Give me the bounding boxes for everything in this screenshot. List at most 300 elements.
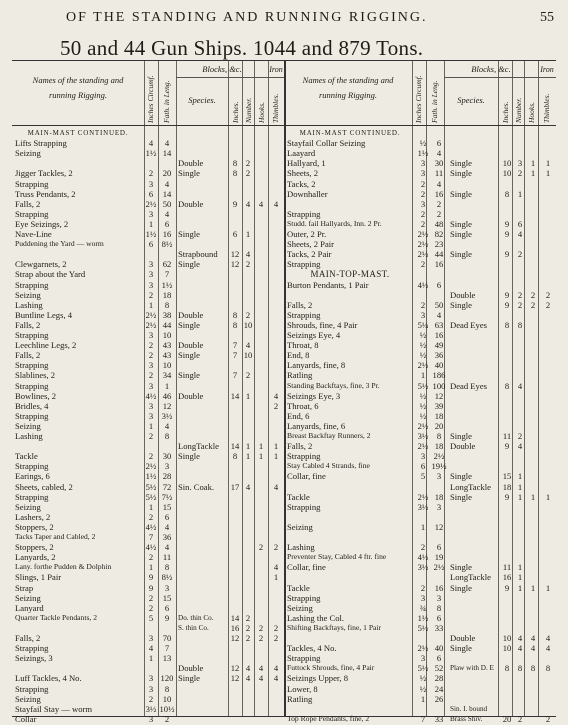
species-cell: Double <box>178 309 204 320</box>
species-cell: Single <box>178 350 200 361</box>
rope-name: Preventer Stay, Cabled 4 ftr. fine <box>287 552 387 562</box>
rope-name: Seizing <box>15 592 41 603</box>
section-heading: MAIN-MAST CONTINUED. <box>27 129 129 137</box>
species-cell: Dead Eyes <box>450 380 487 391</box>
thimbles-cell: 2 <box>273 400 279 411</box>
circumference-cell: 2½ <box>417 249 429 260</box>
circumference-cell: 1 <box>420 693 426 704</box>
circumference-cell: 2 <box>420 208 426 219</box>
rope-name: Stay Cabled 4 Strands, fine <box>287 461 370 471</box>
fathoms-cell: 16 <box>434 582 444 593</box>
circumference-header: Inches Circumf. <box>146 75 155 123</box>
rope-name: Strapping <box>15 279 49 290</box>
circumference-cell: 9 <box>148 582 154 593</box>
circumference-cell: 3 <box>148 380 154 391</box>
circumference-cell: 5½ <box>417 663 429 674</box>
inches-cell: 18 <box>502 481 512 492</box>
fathoms-cell: 16 <box>434 259 444 270</box>
rope-name: Hallyard, 1 <box>287 158 326 169</box>
rope-name: Seizing <box>15 693 41 704</box>
names-header-line2: running Rigging. <box>318 90 378 100</box>
species-cell: Double <box>178 390 204 401</box>
fathoms-cell: 44 <box>162 319 172 330</box>
circumference-cell: 2½ <box>417 420 429 431</box>
rope-name: Lanyards, fine, 8 <box>287 360 346 371</box>
thimbles-cell: 4 <box>545 643 551 654</box>
table-row <box>12 713 284 725</box>
circumference-cell: 1½ <box>145 229 157 239</box>
rope-name: Leechline Legs, 2 <box>15 340 77 351</box>
species-cell: Single <box>178 319 200 330</box>
inches-cell: 12 <box>230 259 240 270</box>
page-title: 50 and 44 Gun Ships. 1044 and 879 Tons. <box>60 36 424 60</box>
circumference-cell: 3 <box>148 713 154 724</box>
circumference-cell: 3 <box>148 633 154 643</box>
circumference-cell: 2 <box>420 582 426 593</box>
inches-cell: 12 <box>230 673 240 684</box>
rope-name: End, 6 <box>287 410 310 421</box>
thimbles-cell: 1 <box>273 441 279 452</box>
fathoms-cell: 18 <box>434 441 444 452</box>
rope-name: Stayfail Stay — worm <box>15 703 93 714</box>
rope-name: Slablines, 2 <box>15 370 56 381</box>
species-cell: Do. thin Co. <box>178 613 214 622</box>
inches-cell: 10 <box>502 158 512 169</box>
circumference-cell: 3 <box>420 309 426 320</box>
rope-name: Breast Backftay Runners, 2 <box>287 431 371 440</box>
inches-cell: 7 <box>232 350 238 361</box>
thimbles-cell: 4 <box>273 562 279 573</box>
number-cell: 1 <box>245 441 251 452</box>
thimbles-cell: 2 <box>545 713 551 724</box>
circumference-cell: ½ <box>419 330 427 340</box>
fathoms-cell: 3 <box>436 592 442 603</box>
inches-cell: 7 <box>232 370 238 381</box>
rope-name: Seizings Eye, 3 <box>287 390 341 401</box>
fathoms-cell: 2½ <box>433 562 445 573</box>
species-cell: Single <box>450 158 472 169</box>
species-cell: Strapbound <box>178 249 218 260</box>
rope-name: Seizings Eye, 4 <box>287 330 341 340</box>
rope-name: Sheets, cabled, 2 <box>15 481 73 492</box>
number-cell: 2 <box>245 370 251 381</box>
circumference-cell: 2½ <box>417 229 429 239</box>
rope-name: Tacks, 2 <box>287 178 316 189</box>
fathoms-cell: 36 <box>434 350 444 361</box>
circumference-cell: 2 <box>148 350 154 361</box>
rope-name: Strapping <box>287 592 321 603</box>
circumference-cell: 3 <box>148 259 154 270</box>
species-header: Species. <box>457 95 485 105</box>
thimbles-cell: 4 <box>273 481 279 492</box>
fathoms-cell: 12 <box>162 400 172 411</box>
fathoms-cell: 2 <box>436 198 442 209</box>
hooks-cell: 1 <box>530 582 536 593</box>
inches-cell: 10 <box>502 643 512 654</box>
rope-name: Ratling <box>287 693 313 704</box>
fathoms-cell: 28 <box>162 471 172 482</box>
circumference-cell: 2 <box>148 511 154 522</box>
fathoms-cell: 30 <box>434 158 444 169</box>
circumference-cell: 2 <box>420 178 426 189</box>
fathoms-cell: 38 <box>162 309 172 320</box>
rope-name: Tacks, 2 Pair <box>287 249 332 260</box>
inches-cell: 9 <box>504 218 510 229</box>
fathoms-cell: 20 <box>162 168 172 179</box>
fathoms-cell: 10 <box>162 360 172 371</box>
circumference-cell: 3½ <box>417 562 429 573</box>
number-cell: 2 <box>245 259 251 270</box>
number-header: Number. <box>244 97 253 123</box>
number-cell: 1 <box>245 229 251 239</box>
circumference-cell: ½ <box>419 673 427 684</box>
circumference-cell: 1 <box>148 420 154 431</box>
number-cell: 2 <box>245 612 251 623</box>
fathoms-cell: 1 <box>164 380 170 391</box>
rope-name: Seizing <box>287 602 313 613</box>
circumference-cell: 2 <box>148 592 154 603</box>
hooks-cell: 2 <box>530 299 536 310</box>
fathoms-cell: 100 <box>432 380 446 391</box>
rope-name: Sheets, 2 <box>287 168 319 179</box>
number-header: Number. <box>514 97 523 123</box>
number-cell: 1 <box>517 562 523 573</box>
species-cell: Single <box>178 229 200 239</box>
hooks-header: Hooks. <box>257 101 266 123</box>
rope-name: Laayard <box>287 148 316 159</box>
inches-cell: 14 <box>230 441 240 452</box>
rope-name: Falls, 2 <box>15 198 41 209</box>
rope-name: Studd. fail Hallyards, Inn. 2 Pr. <box>287 218 382 228</box>
rope-name: Stoppers, 2 <box>15 542 54 553</box>
circumference-cell: 3 <box>420 168 426 179</box>
fathoms-cell: 10 <box>162 693 172 704</box>
circumference-cell: ½ <box>419 410 427 421</box>
number-cell: 2 <box>517 299 523 310</box>
inches-cell: 8 <box>232 158 238 169</box>
rope-name: Strapping <box>15 410 49 421</box>
circumference-cell: 7 <box>420 713 426 724</box>
number-cell: 1 <box>517 481 523 492</box>
circumference-cell: 1 <box>148 299 154 310</box>
hooks-cell: 4 <box>530 633 536 643</box>
fathoms-cell: 7½ <box>161 491 173 502</box>
number-cell: 4 <box>245 481 251 492</box>
number-cell: 1 <box>517 491 523 502</box>
inches-cell: 8 <box>232 319 238 330</box>
hooks-cell: 4 <box>258 673 264 684</box>
fathoms-cell: 8 <box>436 431 442 441</box>
inches-cell: 14 <box>230 612 240 623</box>
rope-name: Falls, 2 <box>15 350 41 361</box>
circumference-cell: 3 <box>148 673 154 684</box>
rope-name: Strapping <box>287 653 321 664</box>
species-cell: Double <box>450 441 476 452</box>
species-cell: Dead Eyes <box>450 319 487 330</box>
fathoms-cell: 36 <box>162 532 172 542</box>
number-cell: 2 <box>517 249 523 260</box>
iron-header: Iron <box>540 65 554 74</box>
circumference-cell: 2½ <box>145 198 157 209</box>
circumference-cell: 6 <box>148 239 154 250</box>
rope-name: Strapping <box>287 501 321 512</box>
circumference-cell: 5½ <box>417 380 429 391</box>
species-cell: LongTackle <box>450 572 491 583</box>
rope-name: Bridles, 4 <box>15 400 49 411</box>
fathoms-cell: 4 <box>164 542 170 553</box>
inches-cell: 12 <box>230 633 240 643</box>
fathoms-cell: 19½ <box>431 461 447 472</box>
fathoms-cell: 10 <box>162 330 172 340</box>
blocks-header: Blocks, &c. <box>471 64 511 74</box>
number-cell: 1 <box>517 572 523 583</box>
circumference-cell: 4½ <box>145 521 157 532</box>
species-cell: Single <box>450 249 472 260</box>
thimbles-cell: 1 <box>545 582 551 593</box>
circumference-cell: 1 <box>148 562 154 573</box>
fathoms-cell: 120 <box>160 673 174 684</box>
circumference-cell: 2½ <box>417 239 429 250</box>
circumference-cell: 2 <box>148 693 154 704</box>
fathoms-cell: 23 <box>434 239 444 250</box>
fathoms-cell: 6 <box>436 542 442 553</box>
fathoms-cell: 8½ <box>161 239 173 250</box>
number-cell: 10 <box>243 319 253 330</box>
circumference-cell: 5½ <box>145 491 157 502</box>
circumference-cell: 1 <box>148 218 154 229</box>
circumference-cell: 3 <box>148 269 154 280</box>
rope-name: Strapping <box>15 360 49 371</box>
inches-cell: 11 <box>502 431 512 441</box>
fathoms-cell: 11 <box>434 168 444 179</box>
circumference-cell: 5½ <box>417 622 429 633</box>
number-cell: 4 <box>245 249 251 260</box>
hooks-cell: 2 <box>530 289 536 300</box>
number-cell: 2 <box>245 622 251 633</box>
fathoms-cell: 24 <box>434 683 444 694</box>
circumference-cell: 5 <box>420 471 426 482</box>
inches-cell: 16 <box>502 572 512 583</box>
thimbles-cell: 4 <box>273 663 279 674</box>
number-cell: 3 <box>517 158 523 169</box>
number-cell: 4 <box>517 380 523 391</box>
rope-name: Strapping <box>287 208 321 219</box>
thimbles-header: Thimbles. <box>271 93 280 123</box>
fathoms-cell: 4 <box>164 521 170 532</box>
names-header-line1: Names of the standing and <box>302 75 394 85</box>
circumference-cell: 2 <box>420 542 426 553</box>
circumference-cell: 9 <box>148 572 154 583</box>
number-cell: 2 <box>517 168 523 179</box>
fathoms-cell: 1½ <box>161 279 173 290</box>
fathoms-cell: 49 <box>434 340 444 351</box>
inches-cell: 9 <box>232 198 238 209</box>
species-cell: S. thin Co. <box>178 623 209 632</box>
fathoms-cell: 12 <box>434 521 444 532</box>
rope-name: Falls, 2 <box>15 633 41 643</box>
fathoms-cell: 16 <box>162 229 172 239</box>
thimbles-cell: 4 <box>273 198 279 209</box>
inches-cell: 7 <box>232 340 238 351</box>
rope-name: Throat, 6 <box>287 400 319 411</box>
fathoms-cell: 18 <box>434 410 444 421</box>
blocks-header: Blocks, &c. <box>202 64 242 74</box>
rope-name: Top Rope Pendants, fine, 2 <box>287 713 370 723</box>
inches-cell: 9 <box>504 491 510 502</box>
circumference-cell: 3½ <box>417 501 429 512</box>
section-heading: MAIN-TOP-MAST. <box>310 269 390 280</box>
rope-name: Strap <box>15 582 34 593</box>
rope-name: Stoppers, 2 <box>15 521 54 532</box>
species-cell: Single <box>450 471 472 482</box>
number-cell: 4 <box>245 673 251 684</box>
fathoms-cell: 82 <box>434 229 444 239</box>
species-cell: Single <box>450 562 472 573</box>
species-cell: Double <box>178 158 204 169</box>
rope-name: Strapping <box>15 380 49 391</box>
fathoms-cell: 28 <box>434 673 444 684</box>
fathoms-cell: 48 <box>434 218 444 229</box>
hooks-cell: 2 <box>258 633 264 643</box>
number-cell: 2 <box>517 713 523 724</box>
rope-name: Lanyards, 2 <box>15 552 56 563</box>
fathoms-cell: 11 <box>162 552 172 563</box>
fathoms-cell: 14 <box>162 148 172 159</box>
fathoms-cell: 8 <box>164 299 170 310</box>
iron-header: Iron <box>269 65 283 74</box>
rope-name: Ratling <box>287 370 313 381</box>
species-cell: Double <box>450 633 476 643</box>
rope-name: Puddening the Yard — worm <box>15 239 104 249</box>
rope-name: Seizings, 3 <box>15 653 53 664</box>
species-cell: Single <box>178 370 200 381</box>
circumference-cell: 2 <box>148 602 154 613</box>
rope-name: Sheets, 2 Pair <box>287 239 335 250</box>
species-cell: Sin. Coak. <box>178 481 215 492</box>
rope-name: Stayfail Collar Seizing <box>287 138 366 149</box>
circumference-cell: ½ <box>419 340 427 351</box>
thimbles-cell: 4 <box>273 390 279 401</box>
fathoms-header: Fath. in Leng. <box>162 80 171 123</box>
species-cell: Double <box>450 289 476 300</box>
names-header <box>12 73 144 103</box>
number-cell: 2 <box>245 158 251 169</box>
species-cell: Single <box>450 299 472 310</box>
rope-name: Tackles, 4 No. <box>287 643 337 654</box>
circumference-cell: 2 <box>148 451 154 462</box>
circumference-cell: 5¼ <box>417 319 429 330</box>
circumference-cell: 3 <box>148 178 154 189</box>
rope-name: Lifts Strapping <box>15 138 67 149</box>
rope-name: Lanyard <box>15 602 44 613</box>
fathoms-cell: 14 <box>162 188 172 199</box>
rope-name: Seizing <box>15 501 41 512</box>
rope-name: Strapping <box>15 461 49 472</box>
inches-cell: 9 <box>504 229 510 239</box>
inches-cell: 9 <box>504 249 510 260</box>
page-number: 55 <box>540 10 554 25</box>
fathoms-cell: 8 <box>164 431 170 441</box>
species-cell: Single <box>450 229 472 239</box>
number-cell: 1 <box>517 188 523 199</box>
number-cell: 2 <box>245 309 251 320</box>
rope-name: Luff Tackles, 4 No. <box>15 673 82 684</box>
header-subrule <box>176 77 284 78</box>
rope-name: Strapping <box>15 330 49 340</box>
inches-cell: 16 <box>230 622 240 633</box>
species-cell: Sin. I. bound <box>450 704 488 713</box>
rope-name: Strapping <box>15 178 49 189</box>
number-cell: 2 <box>245 633 251 643</box>
hooks-cell: 2 <box>258 622 264 633</box>
circumference-cell: 2 <box>420 259 426 270</box>
species-header: Species. <box>188 95 216 105</box>
rope-name: Tacks Taper and Cabled, 2 <box>15 532 96 541</box>
species-cell: Single <box>450 643 472 654</box>
species-cell: Single <box>178 259 200 270</box>
rope-name: Earings, 6 <box>15 471 50 482</box>
fathoms-cell: 63 <box>434 319 444 330</box>
species-cell: Plaw with D. E <box>450 664 494 673</box>
table-row <box>284 713 556 725</box>
rope-name: Jigger Tackles, 2 <box>15 168 73 179</box>
fathoms-cell: 4 <box>164 420 170 431</box>
fathoms-cell: 19 <box>434 552 444 563</box>
circumference-header: Inches Circumf. <box>414 75 423 123</box>
circumference-cell: 1½ <box>145 471 157 482</box>
inches-cell: 8 <box>232 168 238 179</box>
fathoms-cell: 40 <box>434 643 444 654</box>
rigging-table <box>12 60 556 724</box>
fathoms-cell: 4 <box>436 148 442 159</box>
fathoms-cell: 3½ <box>161 410 173 421</box>
number-cell: 4 <box>517 633 523 643</box>
fathoms-cell: 4 <box>436 309 442 320</box>
fathoms-cell: 6 <box>164 602 170 613</box>
number-cell: 1 <box>517 582 523 593</box>
fathoms-cell: 18 <box>434 491 444 502</box>
rope-name: Strapping <box>15 683 49 694</box>
hooks-header: Hooks. <box>527 101 536 123</box>
fathoms-cell: 4 <box>164 138 170 149</box>
circumference-cell: 3 <box>420 158 426 169</box>
fathoms-cell: 10½ <box>159 703 175 714</box>
inches-header: Inches. <box>231 101 240 123</box>
inches-cell: 9 <box>504 289 510 300</box>
fathoms-cell: 9 <box>164 612 170 623</box>
fathoms-cell: 43 <box>162 350 172 361</box>
fathoms-cell: 3 <box>436 471 442 482</box>
thimbles-cell: 1 <box>545 491 551 502</box>
rope-name: Futtock Shrouds, fine, 4 Pair <box>287 663 375 673</box>
header-subrule <box>444 77 556 78</box>
circumference-cell: 4½ <box>417 552 429 563</box>
circumference-cell: ¾ <box>419 602 427 613</box>
hooks-cell: 2 <box>258 542 264 553</box>
species-cell: Single <box>178 451 200 462</box>
rope-name: Collar, fine <box>287 471 326 482</box>
rope-name: Lashing <box>287 542 315 553</box>
thimbles-cell: 1 <box>545 168 551 179</box>
fathoms-cell: 6 <box>436 653 442 664</box>
rope-name: Shifting Backftays, fine, 1 Pair <box>287 622 382 632</box>
fathoms-cell: 7 <box>164 269 170 280</box>
circumference-cell: 3 <box>148 360 154 371</box>
thimbles-cell: 1 <box>545 158 551 169</box>
thimbles-cell: 2 <box>545 289 551 300</box>
species-cell: Double <box>178 340 204 351</box>
number-cell: 4 <box>517 229 523 239</box>
